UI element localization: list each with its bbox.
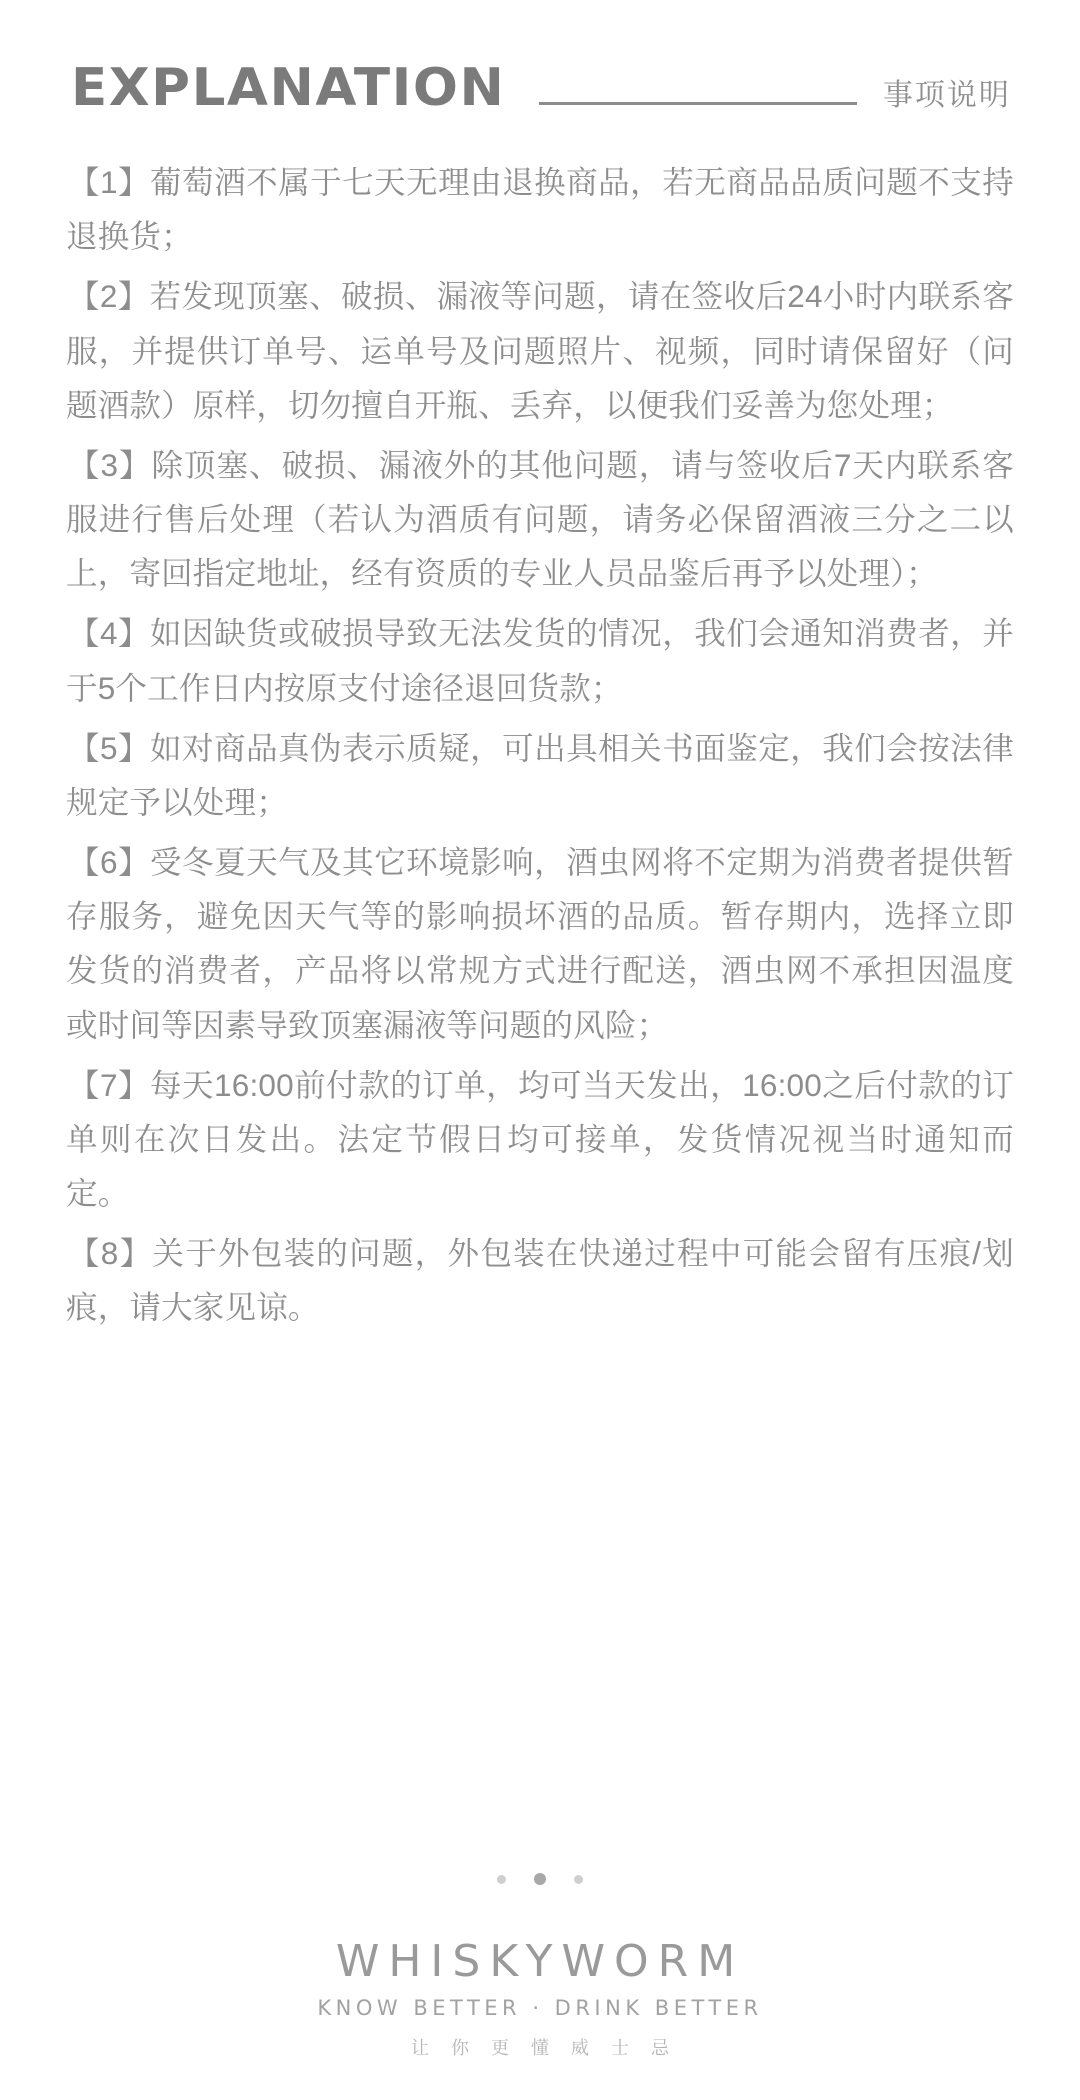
header-divider — [539, 102, 857, 105]
pagination-dots[interactable] — [0, 1873, 1080, 1885]
brand-name: WHISKYWORM — [335, 1936, 745, 1987]
explanation-item: 【6】受冬夏天气及其它环境影响，酒虫网将不定期为消费者提供暂存服务，避免因天气等的影响损坏酒的品质。暂存期内，选择立即发货的消费者，产品将以常规方式进行配送，酒虫网不承担因温度或时间等因素导致顶塞漏液等问题的风险； — [66, 844, 1014, 1043]
page-title: EXPLANATION — [71, 58, 506, 118]
brand-footer — [0, 1938, 1080, 2060]
explanation-item: 【3】除顶塞、破损、漏液外的其他问题，请与签收后7天内联系客服进行售后处理（若认为酒质有问题，请务必保留酒液三分之二以上，寄回指定地址，经有资质的专业人员品鉴后再予以处理）； — [66, 446, 1014, 592]
pagination-dot[interactable] — [497, 1875, 506, 1884]
brand-tagline: KNOW BETTER · DRINK BETTER — [317, 1996, 763, 2021]
explanation-list — [62, 155, 1018, 1335]
explanation-item: 【7】每天16:00前付款的订单，均可当天发出，16:00之后付款的订单则在次日发出。法定节假日均可接单，发货情况视当时通知而定。 — [66, 1066, 1014, 1212]
explanation-item: 【5】如对商品真伪表示质疑，可出具相关书面鉴定，我们会按法律规定予以处理； — [66, 729, 1014, 820]
explanation-item: 【1】葡萄酒不属于七天无理由退换商品，若无商品品质问题不支持退换货； — [66, 164, 1014, 255]
page-header — [62, 0, 1018, 118]
pagination-dot-active[interactable] — [534, 1873, 546, 1885]
pagination-dot[interactable] — [574, 1875, 583, 1884]
explanation-item: 【4】如因缺货或破损导致无法发货的情况，我们会通知消费者，并于5个工作日内按原支付途径退回货款； — [66, 615, 1014, 706]
explanation-item: 【2】若发现顶塞、破损、漏液等问题，请在签收后24小时内联系客服，并提供订单号、运单号及问题照片、视频，同时请保留好（问题酒款）原样，切勿擅自开瓶、丢弃，以便我们妥善为您处理； — [66, 278, 1014, 423]
page-subtitle: 事项说明 — [882, 79, 1011, 112]
brand-tagline-cn: 让你更懂威士忌 — [411, 2038, 691, 2059]
explanation-item: 【8】关于外包装的问题，外包装在快递过程中可能会留有压痕/划痕，请大家见谅。 — [66, 1235, 1014, 1326]
